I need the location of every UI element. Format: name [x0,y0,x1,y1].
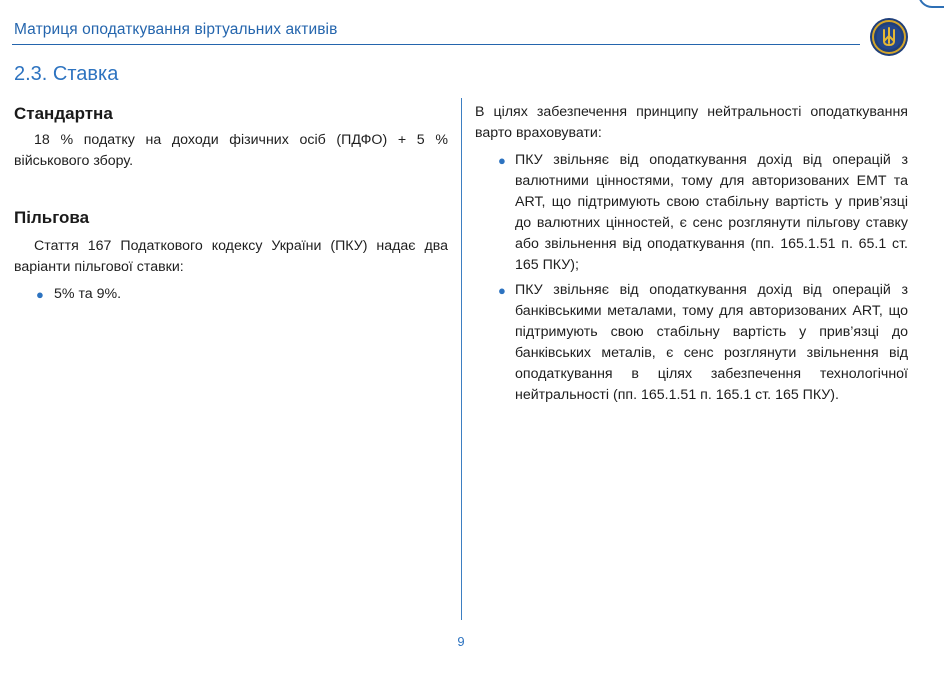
list-item-text: ПКУ звільняє від оподаткування дохід від операцій з валютними цінностями, тому для авторизованих EMT та ART, що підтримують свою стабільну вартість у прив’язці до валютних цінностей, є сенс розглянути пільгову ставку або звільнення від оподаткування (пп. 165.1.51 п. 65.1 ст. 165 ПКУ); [515,152,908,273]
list-item [475,150,908,276]
neutrality-list [475,150,908,406]
list-item-text: 5% та 9%. [54,286,122,302]
section-title: 2.3. Ставка [14,63,119,85]
left-column [14,104,448,305]
preferential-rate-text: Стаття 167 Податкового кодексу України (ПКУ) надає два варіанти пільгової ставки: [14,238,448,275]
list-item [14,284,448,305]
corner-decoration [918,0,944,8]
bullet-dot-icon: ● [36,287,44,302]
header-divider [12,44,860,45]
column-divider [461,98,462,620]
right-column [475,102,908,410]
list-item [475,280,908,406]
preferential-rate-heading: Пільгова [14,208,90,227]
standard-rate-text: 18 % податку на доходи фізичних осіб (ПДФО) + 5 % військового збору. [14,132,448,169]
page-number: 9 [457,634,465,649]
neutrality-intro-text: В цілях забезпечення принципу нейтральності оподаткування варто враховувати: [475,104,908,141]
bullet-dot-icon: ● [498,153,506,168]
preferential-rate-list [14,284,448,305]
bullet-dot-icon: ● [498,283,506,298]
ukraine-emblem-icon [869,17,909,57]
standard-rate-heading: Стандартна [14,104,113,123]
list-item-text: ПКУ звільняє від оподаткування дохід від операцій з банківськими металами, тому для авторизованих ART, що підтримують свою стабільну вартість у прив’язці до банківських металів, є сенс розглянути звільнення від оподаткування в цілях забезпечення технологічної нейтральності (пп. 165.1.51 п. 165.1 ст. 165 ПКУ). [515,282,908,403]
document-header-title: Матриця оподаткування віртуальних активів [14,21,338,38]
